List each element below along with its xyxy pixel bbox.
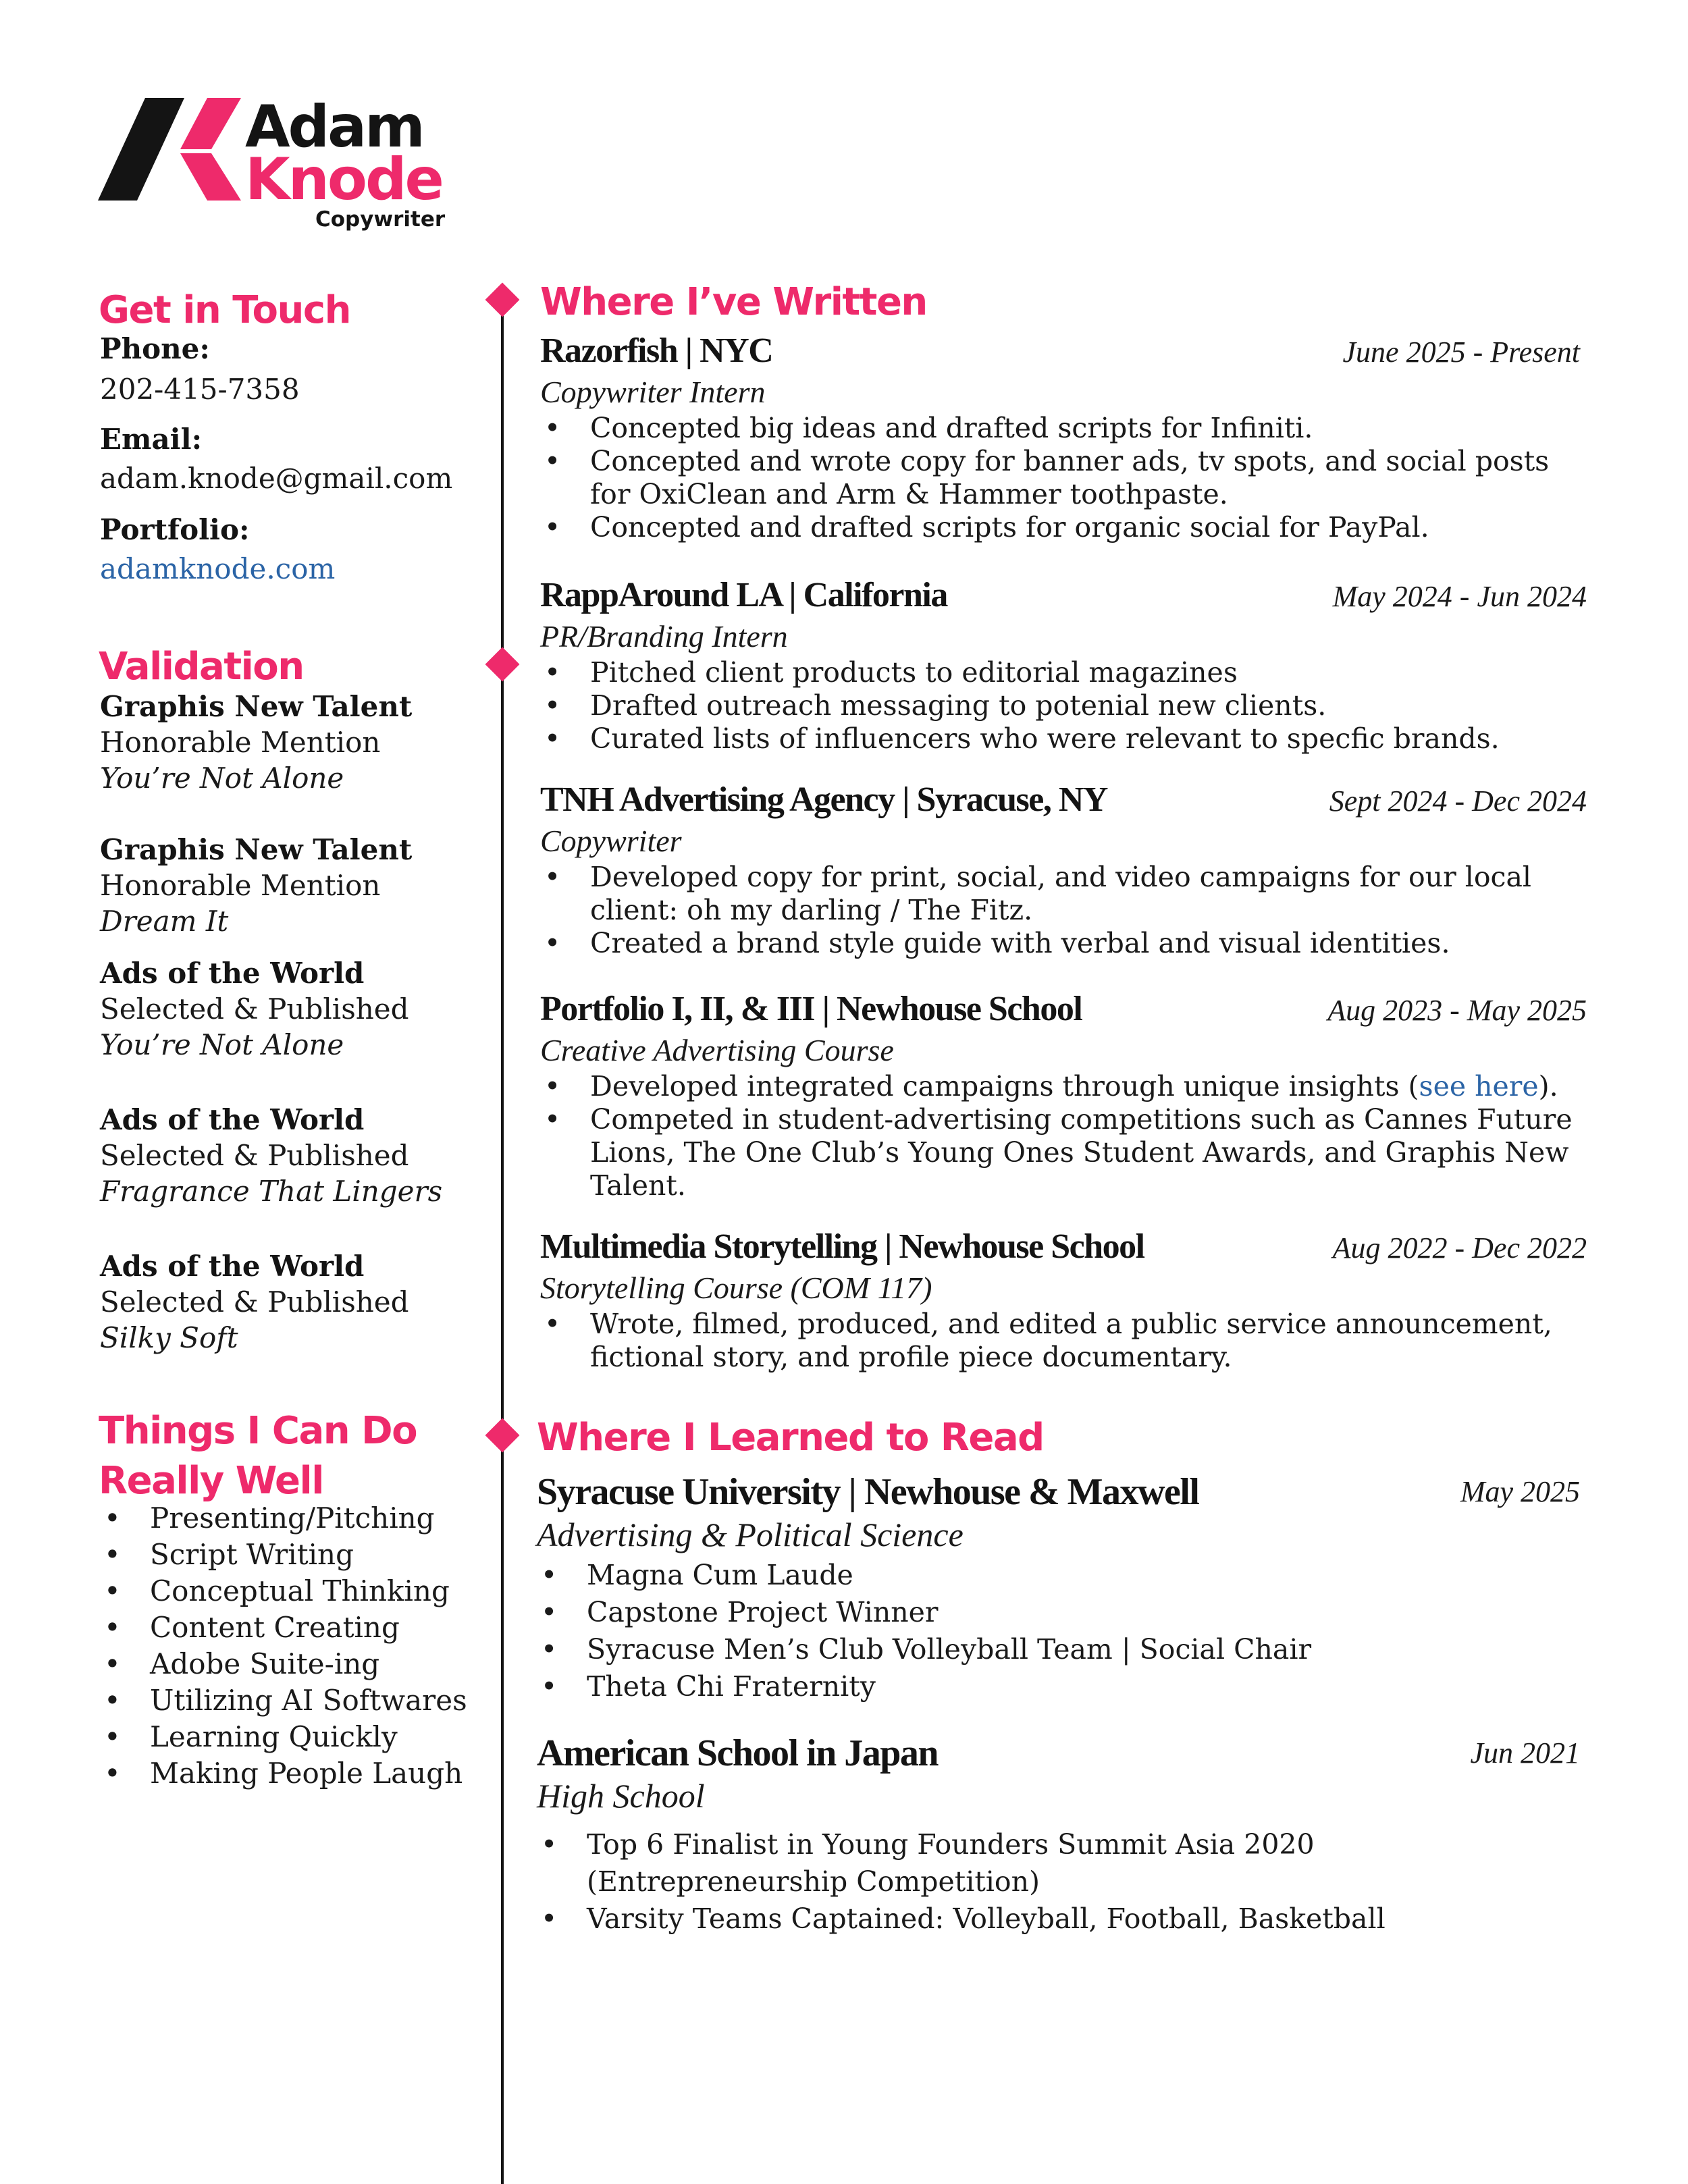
email-value: adam.knode@gmail.com xyxy=(100,462,453,495)
experience-entry xyxy=(540,331,1580,544)
see-here-link[interactable]: see here xyxy=(1419,1070,1539,1102)
bullet-item: • Syracuse Men’s Club Volleyball Team | Social Chair xyxy=(537,1631,1580,1668)
entry-role: PR/Branding Intern xyxy=(540,619,788,654)
bullet-text: Developed integrated campaigns through unique insights ( xyxy=(590,1070,1419,1102)
education-heading: Where I Learned to Read xyxy=(537,1416,1044,1460)
entry-bullets xyxy=(537,1826,1580,1938)
education-entry xyxy=(537,1470,1580,1705)
experience-heading: Where I’ve Written xyxy=(540,280,927,324)
portfolio-link[interactable]: adamknode.com xyxy=(100,552,336,585)
award-item xyxy=(100,955,409,1063)
bullet-item: • Concepted and drafted scripts for organic social for PayPal. xyxy=(540,511,1580,544)
phone-label: Phone: xyxy=(100,332,210,365)
entry-date: June 2025 - Present xyxy=(1342,336,1580,369)
contact-heading: Get in Touch xyxy=(99,288,350,332)
skill-item: • Making People Laugh xyxy=(100,1755,467,1792)
skill-item: • Script Writing xyxy=(100,1537,467,1573)
entry-org: Razorfish | NYC xyxy=(540,331,773,370)
bullet-item: • Curated lists of influencers who were relevant to specfic brands. xyxy=(540,722,1587,755)
last-name: Knode xyxy=(245,146,442,213)
award-work: Dream It xyxy=(100,905,229,938)
entry-bullets xyxy=(540,412,1580,544)
award-title: Ads of the World xyxy=(100,1103,365,1136)
entry-date: Aug 2023 - May 2025 xyxy=(1327,994,1587,1027)
timeline-diamond xyxy=(485,647,520,682)
bullet-item: • Theta Chi Fraternity xyxy=(537,1668,1580,1705)
entry-org: RappAround LA | California xyxy=(540,576,947,614)
entry-date: May 2024 - Jun 2024 xyxy=(1332,580,1587,613)
logo xyxy=(98,93,476,240)
award-work: Fragrance That Lingers xyxy=(100,1175,443,1208)
timeline-line xyxy=(501,290,504,2184)
entry-org: American School in Japan xyxy=(537,1732,939,1774)
skills-heading-line2: Really Well xyxy=(99,1459,323,1503)
award-title: Ads of the World xyxy=(100,957,365,990)
entry-date: Jun 2021 xyxy=(1470,1736,1580,1769)
education-entry xyxy=(537,1732,1580,1938)
award-work: You’re Not Alone xyxy=(100,762,344,795)
entry-role: Storytelling Course (COM 117) xyxy=(540,1271,932,1305)
bullet-item xyxy=(540,1070,1587,1103)
award-work: Silky Soft xyxy=(100,1321,238,1354)
bullet-item: • Concepted and wrote copy for banner ads, tv spots, and social posts for OxiClean and Arm & Hammer toothpaste. xyxy=(540,445,1580,511)
award-status: Honorable Mention xyxy=(100,726,381,759)
entry-org: Portfolio I, II, & III | Newhouse School xyxy=(540,990,1082,1028)
award-title: Ads of the World xyxy=(100,1250,365,1283)
k-logo-mark xyxy=(98,98,246,206)
skill-item: • Conceptual Thinking xyxy=(100,1573,467,1609)
award-status: Honorable Mention xyxy=(100,869,381,902)
phone-value: 202-415-7358 xyxy=(100,373,300,406)
entry-role: High School xyxy=(537,1777,705,1815)
entry-date: May 2025 xyxy=(1460,1475,1580,1508)
bullet-item: • Developed copy for print, social, and video campaigns for our local client: oh my darling / The Fitz. xyxy=(540,861,1587,927)
award-item xyxy=(100,1248,409,1356)
experience-entry xyxy=(540,989,1587,1202)
bullet-item: • Capstone Project Winner xyxy=(537,1594,1580,1631)
skill-item: • Adobe Suite-ing xyxy=(100,1646,467,1682)
entry-bullets xyxy=(540,1070,1587,1202)
validation-heading: Validation xyxy=(99,645,304,689)
email-label: Email: xyxy=(100,423,203,456)
entry-bullets xyxy=(540,656,1587,755)
bullet-item: • Drafted outreach messaging to potenial new clients. xyxy=(540,689,1587,722)
experience-entry xyxy=(540,575,1587,755)
entry-role: Copywriter Intern xyxy=(540,375,766,409)
bullet-item: • Concepted big ideas and drafted scripts for Infiniti. xyxy=(540,412,1580,445)
entry-bullets xyxy=(540,1308,1587,1374)
bullet-text: ). xyxy=(1538,1070,1558,1102)
award-item xyxy=(100,832,412,939)
skill-item: • Content Creating xyxy=(100,1609,467,1646)
award-status: Selected & Published xyxy=(100,992,409,1026)
first-name: Adam xyxy=(245,93,423,161)
skill-item: • Presenting/Pitching xyxy=(100,1500,467,1537)
bullet-item: • Pitched client products to editorial magazines xyxy=(540,656,1587,689)
award-item xyxy=(100,1102,442,1209)
job-title: Copywriter xyxy=(315,207,446,232)
award-work: You’re Not Alone xyxy=(100,1028,344,1061)
entry-org: Syracuse University | Newhouse & Maxwell xyxy=(537,1471,1199,1513)
bullet-item: • Top 6 Finalist in Young Founders Summit Asia 2020 (Entrepreneurship Competition) xyxy=(537,1826,1580,1900)
timeline-diamond xyxy=(485,1418,520,1453)
award-title: Graphis New Talent xyxy=(100,833,413,866)
entry-bullets xyxy=(540,861,1587,960)
entry-date: Aug 2022 - Dec 2022 xyxy=(1332,1231,1587,1264)
entry-date: Sept 2024 - Dec 2024 xyxy=(1329,784,1587,818)
bullet-item: • Varsity Teams Captained: Volleyball, Football, Basketball xyxy=(537,1900,1580,1938)
skill-item: • Utilizing AI Softwares xyxy=(100,1682,467,1719)
award-status: Selected & Published xyxy=(100,1139,409,1172)
entry-org: TNH Advertising Agency | Syracuse, NY xyxy=(540,780,1107,819)
entry-role: Creative Advertising Course xyxy=(540,1033,894,1067)
award-item xyxy=(100,689,412,796)
entry-role: Copywriter xyxy=(540,824,682,858)
bullet-item: • Created a brand style guide with verbal and visual identities. xyxy=(540,927,1587,960)
bullet-item: • Magna Cum Laude xyxy=(537,1557,1580,1594)
timeline-diamond xyxy=(485,283,520,317)
entry-role: Advertising & Political Science xyxy=(537,1516,964,1553)
entry-org: Multimedia Storytelling | Newhouse School xyxy=(540,1227,1144,1266)
portfolio-label: Portfolio: xyxy=(100,513,250,546)
skills-list xyxy=(100,1500,467,1792)
skills-heading-line1: Things I Can Do xyxy=(99,1409,417,1453)
experience-entry xyxy=(540,1227,1587,1374)
skill-item: • Learning Quickly xyxy=(100,1719,467,1755)
bullet-item: • Wrote, filmed, produced, and edited a public service announcement, fictional story, and profile piece documentary. xyxy=(540,1308,1587,1374)
bullet-item: • Competed in student-advertising competitions such as Cannes Future Lions, The One Club’s Young Ones Student Awards, and Graphis New Talent. xyxy=(540,1103,1587,1202)
entry-bullets xyxy=(537,1557,1580,1705)
experience-entry xyxy=(540,780,1587,960)
award-title: Graphis New Talent xyxy=(100,690,413,723)
award-status: Selected & Published xyxy=(100,1285,409,1319)
